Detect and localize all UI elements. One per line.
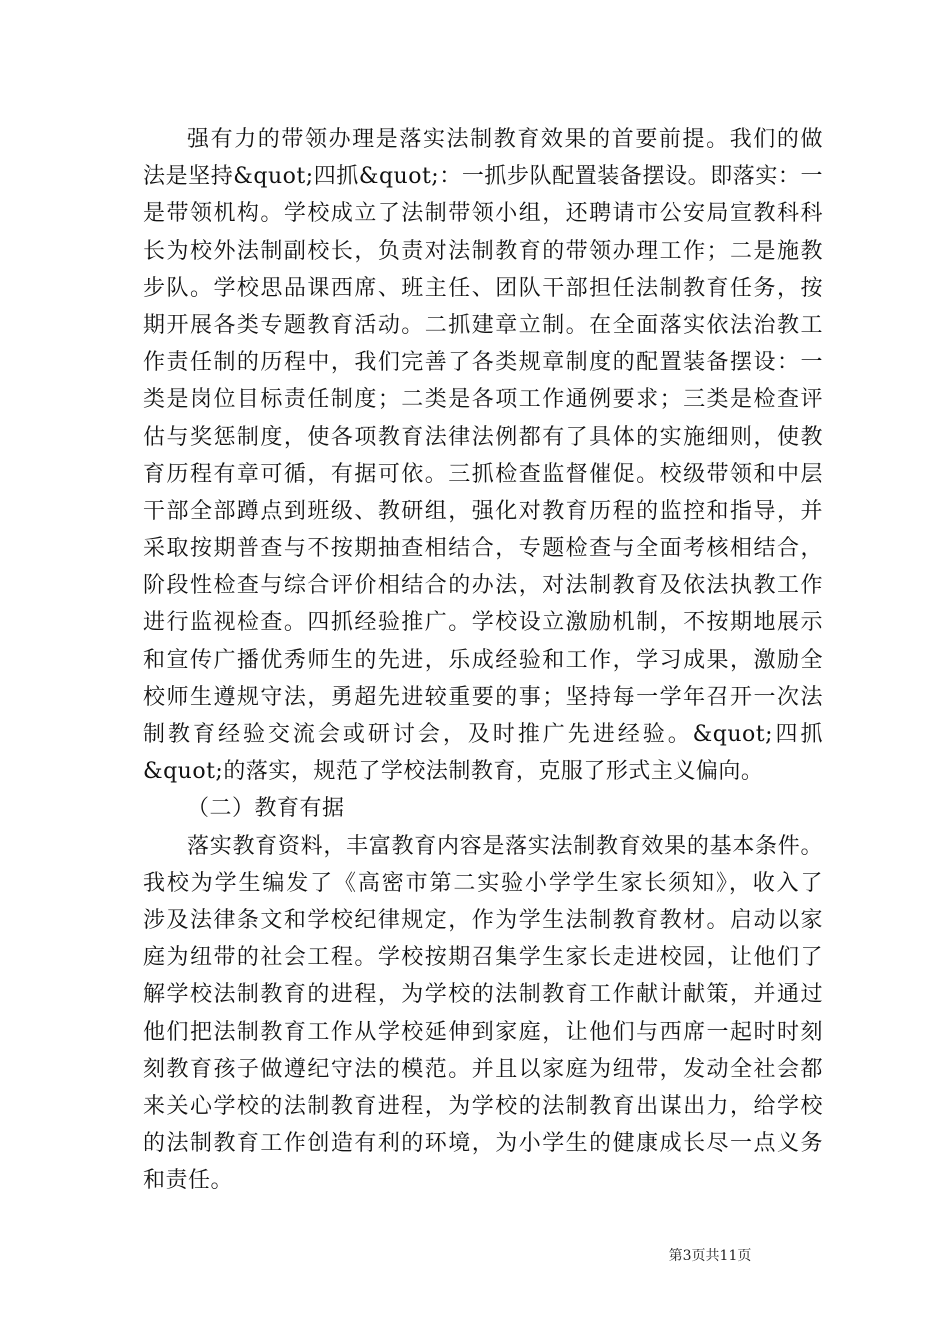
page-footer <box>0 1247 950 1265</box>
paragraph-line: 阶段性检查与综合评价相结合的办法，对法制教育及依法执教工作 <box>143 573 823 599</box>
paragraph-line: 落实教育资料，丰富教育内容是落实法制教育效果的基本条件。 <box>187 833 823 859</box>
paragraph-line: 来关心学校的法制教育进程，为学校的法制教育出谋出力，给学校 <box>143 1093 823 1119</box>
paragraph-line: 和责任。 <box>143 1168 234 1194</box>
paragraph-line: 我校为学生编发了《高密市第二实验小学学生家长须知》，收入了 <box>143 870 823 896</box>
paragraph-line: 和宣传广播优秀师生的先进，乐成经验和工作，学习成果，激励全 <box>143 647 823 673</box>
page-number: 第3页共11页 <box>668 1248 752 1264</box>
paragraph-line: 采取按期普查与不按期抽查相结合，专题检查与全面考核相结合， <box>143 536 823 562</box>
paragraph-line: 强有力的带领办理是落实法制教育效果的首要前提。我们的做 <box>187 127 823 152</box>
section-heading: （二）教育有据 <box>187 796 345 822</box>
document-body <box>143 121 823 1199</box>
paragraph-line: 法是坚持&quot;四抓&quot;：一抓步队配置装备摆设。即落实：一 <box>143 164 823 190</box>
paragraph-line: 步队。学校思品课西席、班主任、团队干部担任法制教育任务，按 <box>143 275 823 301</box>
paragraph-line: 进行监视检查。四抓经验推广。学校设立激励机制，不按期地展示 <box>143 610 823 636</box>
paragraph-line: 类是岗位目标责任制度；二类是各项工作通例要求；三类是检查评 <box>143 387 823 413</box>
paragraph-line: 涉及法律条文和学校纪律规定，作为学生法制教育教材。启动以家 <box>143 907 823 933</box>
paragraph-line: 育历程有章可循，有据可依。三抓检查监督催促。校级带领和中层 <box>143 461 823 487</box>
paragraph-line: 他们把法制教育工作从学校延伸到家庭，让他们与西席一起时时刻 <box>143 1019 823 1045</box>
paragraph-materials <box>143 828 823 1200</box>
paragraph-line: 估与奖惩制度，使各项教育法律法例都有了具体的实施细则，使教 <box>143 424 823 450</box>
paragraph-line: 制教育经验交流会或研讨会，及时推广先进经验。&quot;四抓 <box>143 722 823 747</box>
paragraph-line: 的法制教育工作创造有利的环境，为小学生的健康成长尽一点义务 <box>143 1131 823 1157</box>
paragraph-line: &quot;的落实，规范了学校法制教育，克服了形式主义偏向。 <box>143 759 764 785</box>
paragraph-line: 刻教育孩子做遵纪守法的模范。并且以家庭为纽带，发动全社会都 <box>143 1056 823 1082</box>
paragraph-line: 是带领机构。学校成立了法制带领小组，还聘请市公安局宣教科科 <box>143 201 823 227</box>
paragraph-line: 校师生遵规守法，勇超先进较重要的事；坚持每一学年召开一次法 <box>143 684 823 710</box>
paragraph-line: 作责任制的历程中，我们完善了各类规章制度的配置装备摆设：一 <box>143 350 823 376</box>
paragraph-line: 干部全部蹲点到班级、教研组，强化对教育历程的监控和指导，并 <box>143 498 823 524</box>
paragraph-line: 庭为纽带的社会工程。学校按期召集学生家长走进校园，让他们了 <box>143 945 823 971</box>
paragraph-leadership <box>143 121 823 790</box>
paragraph-line: 期开展各类专题教育活动。二抓建章立制。在全面落实依法治教工 <box>143 312 823 338</box>
paragraph-line: 解学校法制教育的进程，为学校的法制教育工作献计献策，并通过 <box>143 982 823 1008</box>
paragraph-line: 长为校外法制副校长，负责对法制教育的带领办理工作；二是施教 <box>143 238 823 264</box>
